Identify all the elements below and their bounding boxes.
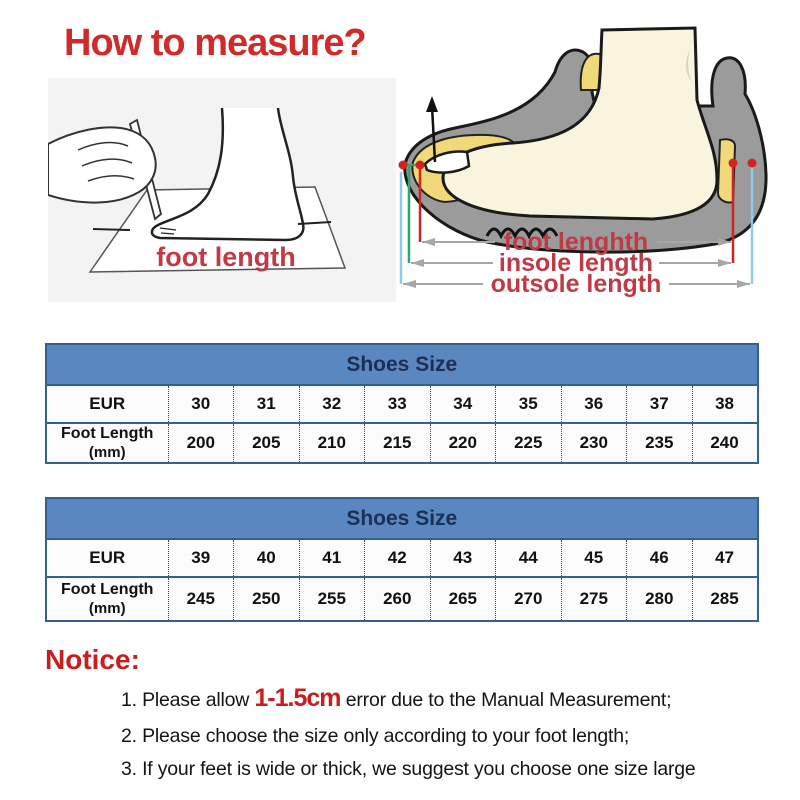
length-cell: 275 <box>561 577 627 621</box>
notice-item-1-highlight: 1-1.5cm <box>254 684 341 712</box>
page-title: How to measure? <box>64 22 366 64</box>
size-cell: 36 <box>561 385 627 423</box>
length-cell: 255 <box>299 577 365 621</box>
size-cell: 39 <box>168 539 234 577</box>
row-label: EUR <box>46 385 168 423</box>
length-cell: 270 <box>496 577 562 621</box>
row-label-line2: (mm) <box>88 443 126 461</box>
length-cell: 265 <box>430 577 496 621</box>
length-cell: 205 <box>234 423 300 463</box>
length-cell: 230 <box>561 423 627 463</box>
size-cell: 41 <box>299 539 365 577</box>
size-cell: 33 <box>365 385 431 423</box>
size-cell: 30 <box>168 385 234 423</box>
foot-length-label: foot lenghth <box>503 228 649 256</box>
notice-item-2: 2. Please choose the size only according to your foot length; <box>121 724 630 747</box>
table-header: Shoes Size <box>46 498 758 539</box>
row-label <box>46 423 168 463</box>
shoe-cutaway-illustration <box>395 2 797 304</box>
length-cell: 225 <box>496 423 562 463</box>
length-cell: 200 <box>168 423 234 463</box>
size-cell: 35 <box>496 385 562 423</box>
size-cell: 40 <box>234 539 300 577</box>
length-cell: 250 <box>234 577 300 621</box>
row-label-line1: Foot Length <box>61 581 154 599</box>
outsole-length-label: outsole length <box>490 270 662 298</box>
measure-dot <box>416 161 425 170</box>
size-cell: 44 <box>496 539 562 577</box>
measure-dot <box>748 159 757 168</box>
row-label: EUR <box>46 539 168 577</box>
length-cell: 280 <box>627 577 693 621</box>
size-table-eur-30-38 <box>45 343 759 464</box>
row-label <box>46 577 168 621</box>
length-cell: 210 <box>299 423 365 463</box>
shoe-diagram-panel <box>395 2 797 304</box>
measure-dot <box>399 161 408 170</box>
size-cell: 32 <box>299 385 365 423</box>
length-cell: 220 <box>430 423 496 463</box>
table-row <box>46 385 758 423</box>
length-cell: 240 <box>692 423 758 463</box>
table-row <box>46 539 758 577</box>
foot-tracing-illustration <box>48 78 396 302</box>
size-cell: 38 <box>692 385 758 423</box>
foot-tracing-panel <box>48 78 396 302</box>
notice-item-1 <box>121 681 701 716</box>
size-table-eur-39-47 <box>45 497 759 622</box>
size-cell: 37 <box>627 385 693 423</box>
measure-dot <box>729 159 738 168</box>
up-arrow-head <box>426 96 438 112</box>
size-cell: 43 <box>430 539 496 577</box>
size-cell: 42 <box>365 539 431 577</box>
size-cell: 34 <box>430 385 496 423</box>
table-header: Shoes Size <box>46 344 758 385</box>
length-cell: 215 <box>365 423 431 463</box>
notice-item-1-suffix: error due to the Manual Measurement; <box>340 689 672 711</box>
row-label-line2: (mm) <box>88 599 126 617</box>
foot-outline <box>152 108 304 240</box>
hand <box>48 127 156 202</box>
foot-length-caption: foot length <box>156 242 296 272</box>
notice-item-1-prefix: 1. Please allow <box>121 689 255 711</box>
length-cell: 235 <box>627 423 693 463</box>
size-cell: 47 <box>692 539 758 577</box>
notice-item-3: 3. If your feet is wide or thick, we suggest you choose one size large <box>121 758 696 781</box>
notice-heading: Notice: <box>45 644 140 675</box>
length-cell: 260 <box>365 577 431 621</box>
size-cell: 46 <box>627 539 693 577</box>
table-row <box>46 423 758 463</box>
row-label-line1: Foot Length <box>61 425 154 443</box>
table-row <box>46 577 758 621</box>
length-cell: 245 <box>168 577 234 621</box>
notice-list <box>121 681 701 790</box>
size-cell: 45 <box>561 539 627 577</box>
insole-length-label: insole length <box>498 249 654 277</box>
size-cell: 31 <box>234 385 300 423</box>
length-cell: 285 <box>692 577 758 621</box>
